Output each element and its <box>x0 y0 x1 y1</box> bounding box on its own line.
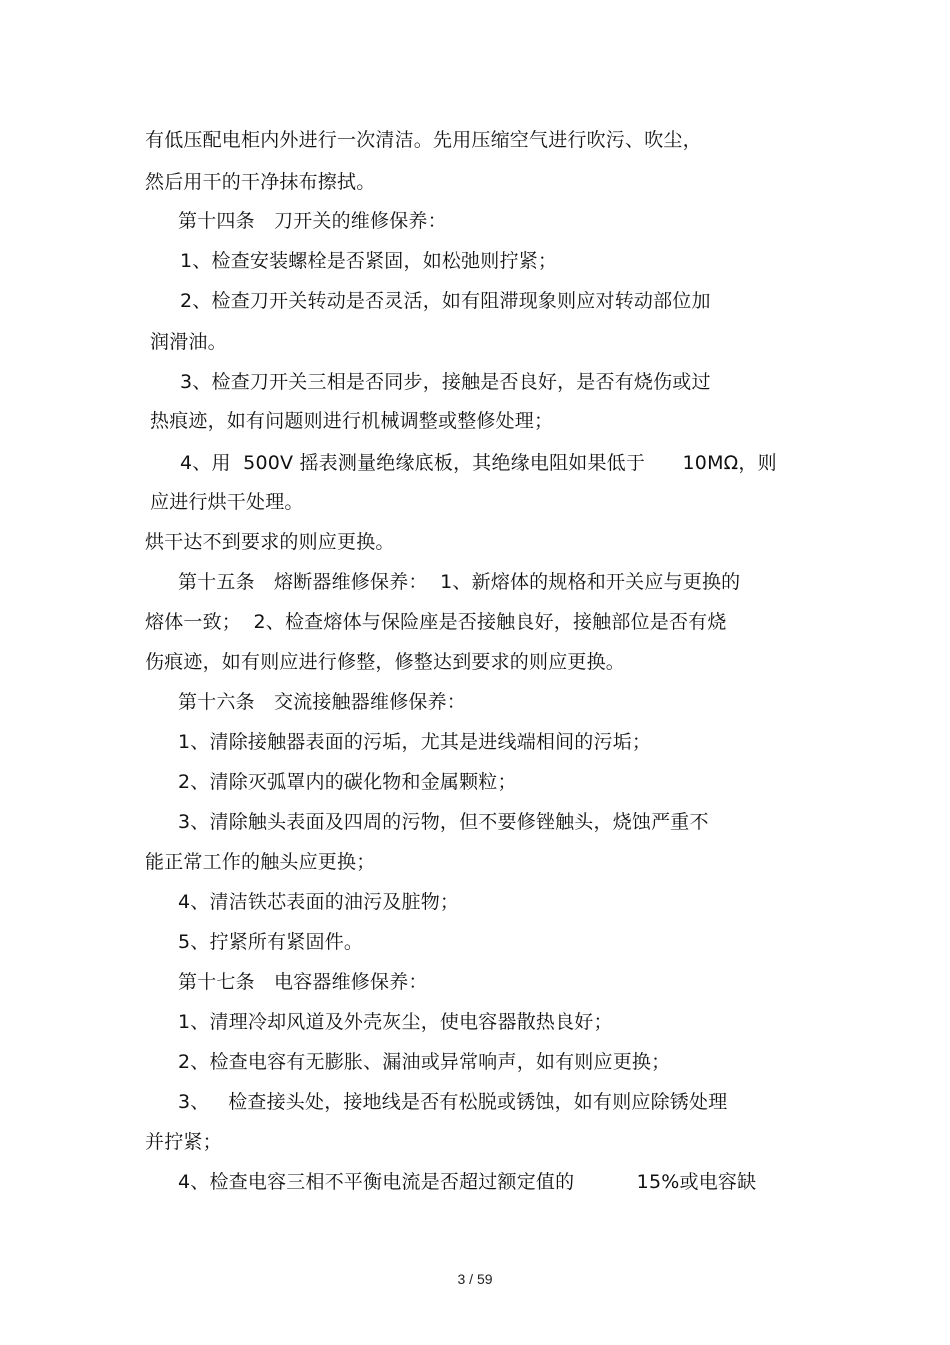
text-line: 热痕迹，如有问题则进行机械调整或整修处理； <box>150 410 554 432</box>
text-line: 烘干达不到要求的则应更换。 <box>145 531 395 553</box>
page-number: 3 / 59 <box>457 1271 493 1287</box>
text-line: 应进行烘干处理。 <box>150 491 304 513</box>
text-line: 3、检查刀开关三相是否同步，接触是否良好，是否有烧伤或过 <box>180 371 711 393</box>
text-line: 熔体一致； 2、检查熔体与保险座是否接触良好，接触部位是否有烧 <box>145 611 727 633</box>
text-line: 1、清除接触器表面的污垢，尤其是进线端相间的污垢； <box>178 731 652 753</box>
section-heading: 第十四条 刀开关的维修保养： <box>178 210 447 232</box>
text-line: 然后用干的干净抹布擦拭。 <box>145 171 376 193</box>
text-line: 有低压配电柜内外进行一次清洁。先用压缩空气进行吹污、吹尘， <box>145 129 702 151</box>
text-line: 4、检查电容三相不平衡电流是否超过额定值的 15%或电容缺 <box>178 1171 757 1193</box>
text-line: 5、拧紧所有紧固件。 <box>178 931 364 953</box>
text-line: 1、清理冷却风道及外壳灰尘，使电容器散热良好； <box>178 1011 613 1033</box>
text-line: 1、检查安装螺栓是否紧固，如松弛则拧紧； <box>180 250 558 272</box>
text-line: 能正常工作的触头应更换； <box>145 851 376 873</box>
section-heading: 第十七条 电容器维修保养： <box>178 971 428 993</box>
section-heading: 第十五条 熔断器维修保养： 1、新熔体的规格和开关应与更换的 <box>178 571 741 593</box>
text-line: 3、 检查接头处，接地线是否有松脱或锈蚀，如有则应除锈处理 <box>178 1091 728 1113</box>
text-line: 2、检查刀开关转动是否灵活，如有阻滞现象则应对转动部位加 <box>180 290 711 312</box>
text-line: 2、检查电容有无膨胀、漏油或异常响声，如有则应更换； <box>178 1051 671 1073</box>
text-line: 润滑油。 <box>150 331 227 353</box>
text-line: 2、清除灭弧罩内的碳化物和金属颗粒； <box>178 771 517 793</box>
text-line: 4、清洁铁芯表面的油污及脏物； <box>178 891 460 913</box>
text-line: 3、清除触头表面及四周的污物，但不要修锉触头，烧蚀严重不 <box>178 811 709 833</box>
text-line: 4、用 500V 摇表测量绝缘底板，其绝缘电阻如果低于 10MΩ，则 <box>180 452 777 474</box>
text-line: 伤痕迹，如有则应进行修整，修整达到要求的则应更换。 <box>145 651 626 673</box>
section-heading: 第十六条 交流接触器维修保养： <box>178 691 467 713</box>
text-line: 并拧紧； <box>145 1131 222 1153</box>
